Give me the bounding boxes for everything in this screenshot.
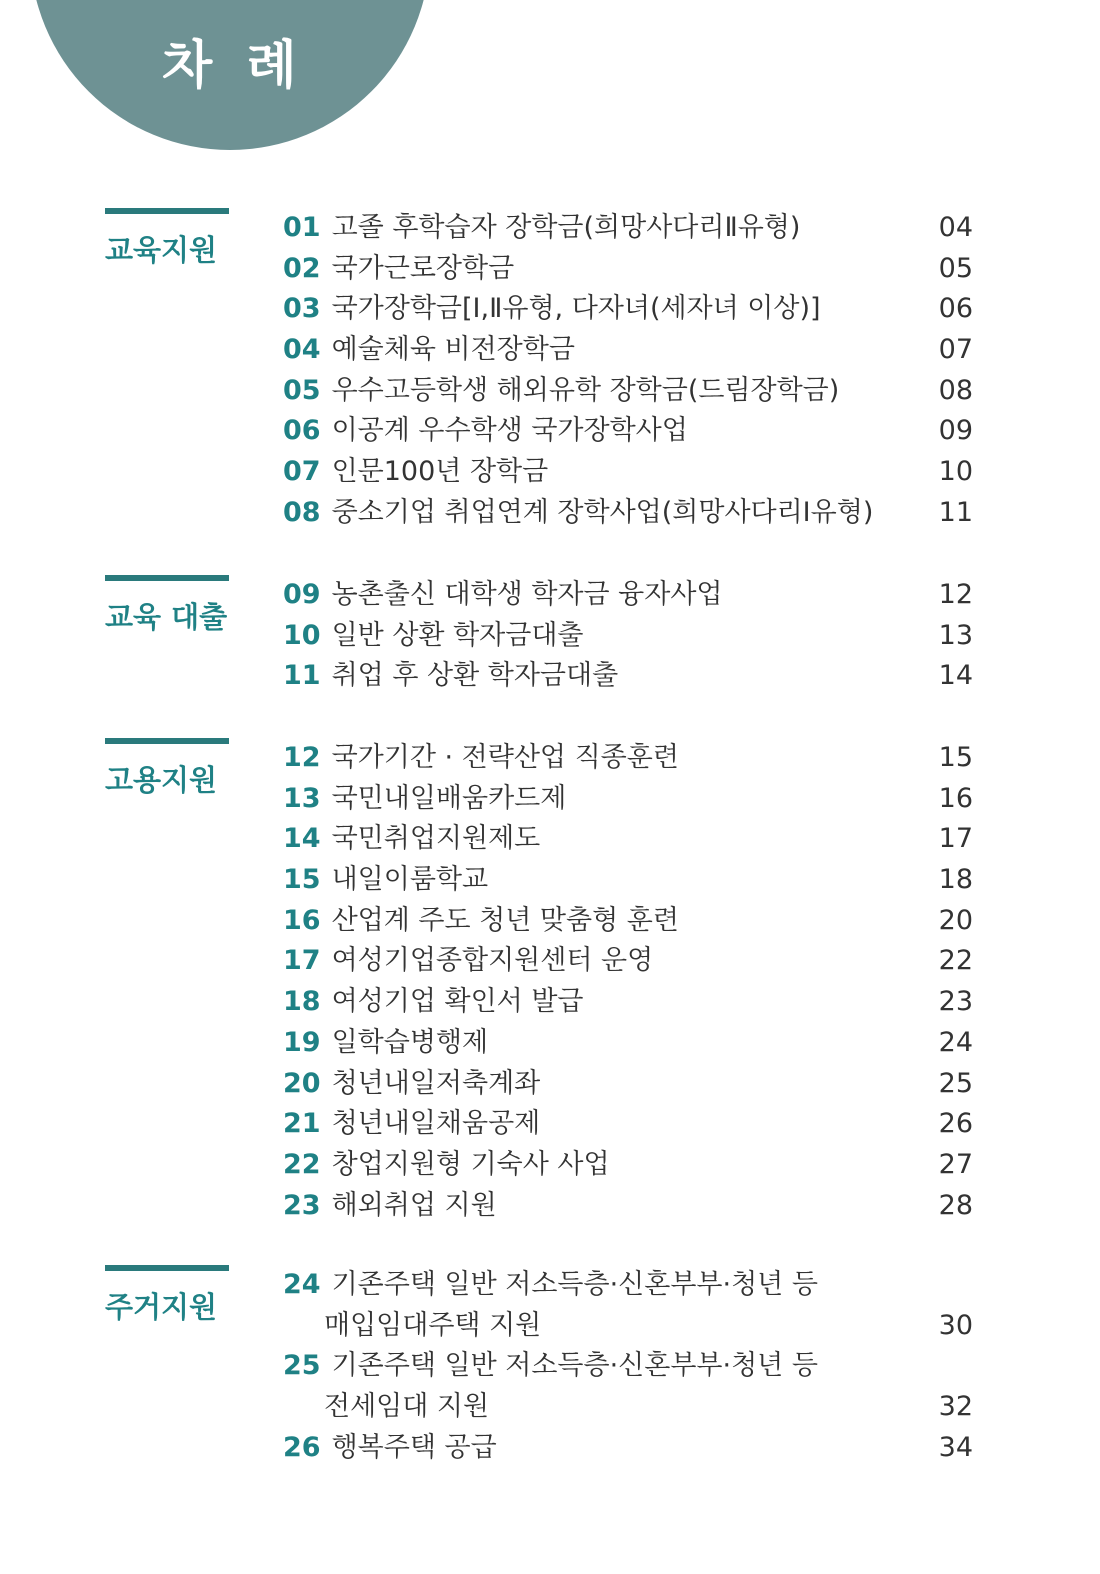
toc-entry-number: 24 [283,1269,321,1300]
toc-entry-page: 09 [938,415,973,447]
toc-entry-number: 13 [283,782,321,814]
toc-entry-title: 인문100년 장학금 [331,456,549,488]
category-bar [105,208,229,214]
toc-entry[interactable] [283,1428,983,1469]
toc-entry-page: 05 [938,252,973,284]
toc-entry-number: 25 [283,1350,321,1382]
toc-entry-line [283,575,983,616]
toc-entry-page: 15 [938,742,973,773]
toc-entry-line [283,1306,983,1347]
toc-entry-line [283,819,983,860]
toc-entry-page: 07 [938,334,973,366]
toc-entry[interactable] [283,452,983,493]
toc-entry-line [283,411,983,452]
toc-entry-number: 08 [283,496,321,528]
toc-entry-number: 03 [283,293,321,325]
toc-entry-line [283,371,983,412]
toc-entry-title: 여성기업종합지원센터 운영 [331,945,654,977]
toc-entry-line [283,1104,983,1145]
toc-entry-number: 02 [283,252,321,284]
toc-entry-title: 국가장학금[Ⅰ,Ⅱ유형, 다자녀(세자녀 이상)] [331,293,821,325]
toc-entry[interactable] [283,575,983,616]
toc-entry-page: 17 [938,823,973,855]
toc-entry-page: 16 [938,782,973,814]
toc-entry-number: 11 [283,660,321,692]
toc-entry[interactable] [283,738,983,779]
toc-entry[interactable] [283,493,983,534]
toc-entry[interactable] [283,208,983,249]
toc-entry-number: 01 [283,212,321,243]
toc-entry[interactable] [283,371,983,412]
toc-entry-number: 14 [283,823,321,855]
toc-entry-line [283,1387,983,1428]
toc-entry-line [283,452,983,493]
toc-entry[interactable] [283,1346,983,1427]
toc-entry-page: 27 [938,1148,973,1180]
toc-entry-number: 12 [283,742,321,773]
toc-entry[interactable] [283,656,983,697]
toc-items [283,738,983,1226]
toc-entry-number: 18 [283,986,321,1018]
toc-entry-line [283,1023,983,1064]
toc-entry[interactable] [283,616,983,657]
toc-entry-title: 행복주택 공급 [331,1431,497,1463]
toc-entry-line [283,330,983,371]
toc-entry-line [283,982,983,1023]
toc-entry[interactable] [283,249,983,290]
toc-entry-number: 15 [283,864,321,896]
toc-entry-line [283,249,983,290]
toc-entry-page: 20 [938,904,973,936]
toc-entry-number: 16 [283,904,321,936]
toc-entry-title: 농촌출신 대학생 학자금 융자사업 [331,579,723,610]
toc-entry-line [283,779,983,820]
toc-entry-line [283,1145,983,1186]
toc-entry-page: 10 [938,456,973,488]
toc-items [283,575,983,697]
toc-entry-number: 26 [283,1431,321,1463]
toc-entry-line [283,1186,983,1227]
category-bar [105,575,229,581]
toc-entry-title: 예술체육 비전장학금 [331,334,575,366]
toc-entry-title: 고졸 후학습자 장학금(희망사다리Ⅱ유형) [331,212,801,243]
toc-entry-number: 06 [283,415,321,447]
toc-entry-title: 해외취업 지원 [331,1189,497,1221]
toc-entry-page: 34 [938,1431,973,1463]
toc-entry-title: 내일이룸학교 [331,864,489,896]
toc-entry-page: 08 [938,374,973,406]
toc-entry-number: 19 [283,1026,321,1058]
toc-entry-page: 22 [938,945,973,977]
toc-items [283,1265,983,1468]
category-label: 교육지원 [105,233,218,267]
toc-entry-page: 12 [938,579,973,610]
toc-entry[interactable] [283,982,983,1023]
toc-entry[interactable] [283,1104,983,1145]
toc-entry-title: 매입임대주택 지원 [324,1309,542,1341]
category-label: 주거지원 [105,1290,218,1324]
toc-entry-number: 05 [283,374,321,406]
toc-entry[interactable] [283,860,983,901]
toc-entry-number: 20 [283,1067,321,1099]
toc-entry-title: 여성기업 확인서 발급 [331,986,584,1018]
toc-entry-number: 09 [283,579,321,610]
toc-entry[interactable] [283,779,983,820]
category-label: 고용지원 [105,763,218,797]
toc-entry-title: 청년내일저축계좌 [331,1067,541,1099]
toc-entry[interactable] [283,1265,983,1346]
toc-entry-number: 04 [283,334,321,366]
toc-entry-line [283,738,983,779]
toc-entry-page: 04 [938,212,973,243]
toc-entry-line [283,493,983,534]
toc-entry-number: 23 [283,1189,321,1221]
toc-entry[interactable] [283,1064,983,1105]
toc-entry-line [283,1265,983,1306]
toc-entry[interactable] [283,330,983,371]
toc-entry-page: 28 [938,1189,973,1221]
toc-entry[interactable] [283,1145,983,1186]
toc-entry-line [283,656,983,697]
toc-entry-title: 기존주택 일반 저소득층·신혼부부·청년 등 [331,1269,818,1300]
toc-entry-title: 기존주택 일반 저소득층·신혼부부·청년 등 [331,1350,818,1382]
toc-entry-line [283,1346,983,1387]
toc-entry-title: 전세임대 지원 [324,1391,490,1423]
toc-entry-line [283,901,983,942]
toc-entry-line [283,1064,983,1105]
toc-entry-title: 국가기간 · 전략산업 직종훈련 [331,742,679,773]
toc-entry-page: 06 [938,293,973,325]
toc-entry-title: 일반 상환 학자금대출 [331,619,584,651]
toc-entry[interactable] [283,819,983,860]
toc-entry-line [283,941,983,982]
toc-entry-title: 국민취업지원제도 [331,823,541,855]
toc-entry-page: 13 [938,619,973,651]
toc-entry-page: 25 [938,1067,973,1099]
toc-entry-page: 18 [938,864,973,896]
toc-entry-title: 이공계 우수학생 국가장학사업 [331,415,688,447]
category-label: 교육 대출 [105,600,228,634]
toc-entry[interactable] [283,901,983,942]
toc-entry-page: 14 [938,660,973,692]
toc-entry-title: 일학습병행제 [331,1026,489,1058]
toc-entry[interactable] [283,411,983,452]
toc-entry-title: 창업지원형 기숙사 사업 [331,1148,610,1180]
toc-entry-line [283,208,983,249]
category-bar [105,1265,229,1271]
toc-entry-line [283,1428,983,1469]
toc-entry-page: 11 [938,496,973,528]
toc-entry-title: 중소기업 취업연계 장학사업(희망사다리Ⅰ유형) [331,496,874,528]
toc-entry-page: 23 [938,986,973,1018]
toc-entry-line [283,289,983,330]
toc-entry-line [283,616,983,657]
toc-entry-page: 32 [938,1391,973,1423]
toc-entry-number: 10 [283,619,321,651]
toc-entry-page: 26 [938,1108,973,1140]
toc-entry-page: 30 [938,1309,973,1341]
toc-entry-line [283,860,983,901]
toc-items [283,208,983,534]
toc-entry-page: 24 [938,1026,973,1058]
toc-entry-title: 산업계 주도 청년 맞춤형 훈련 [331,904,679,936]
toc-entry[interactable] [283,1023,983,1064]
toc-entry-number: 21 [283,1108,321,1140]
toc-entry[interactable] [283,1186,983,1227]
toc-entry-number: 22 [283,1148,321,1180]
page-title: 차 례 [162,36,305,96]
toc-entry-title: 취업 후 상환 학자금대출 [331,660,619,692]
toc-entry[interactable] [283,941,983,982]
toc-entry[interactable] [283,289,983,330]
toc-entry-title: 우수고등학생 해외유학 장학금(드림장학금) [331,374,840,406]
toc-entry-number: 07 [283,456,321,488]
toc-entry-title: 청년내일채움공제 [331,1108,541,1140]
toc-entry-title: 국민내일배움카드제 [331,782,567,814]
category-bar [105,738,229,744]
toc-entry-title: 국가근로장학금 [331,252,515,284]
toc-entry-number: 17 [283,945,321,977]
